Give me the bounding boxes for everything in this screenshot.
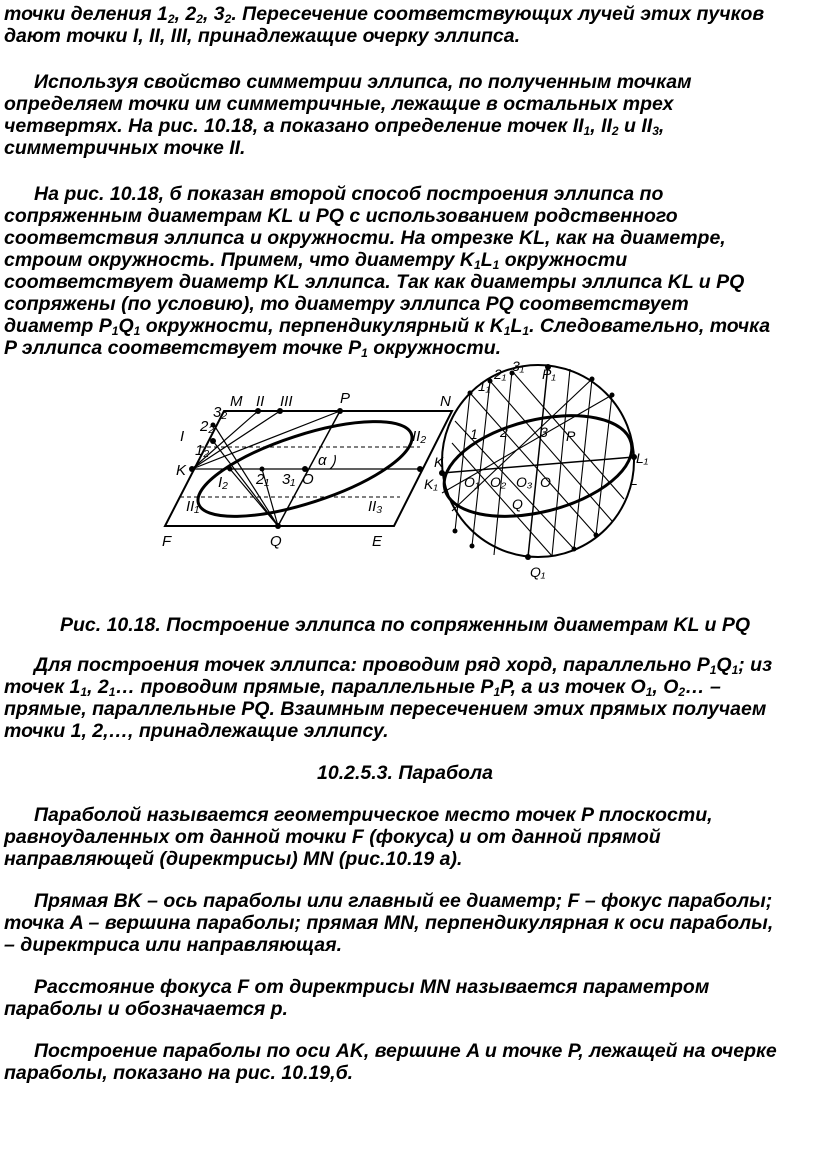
label-2-2: 2₂ xyxy=(200,418,215,435)
label-2-1-right: 2₁ xyxy=(494,366,507,382)
text-run: строим окружность. Примем, что диаметру K xyxy=(4,249,475,271)
text-run: … проводим прямые, параллельные P xyxy=(115,676,494,698)
text-line: – директриса или направляющая. xyxy=(4,934,343,956)
text-run: , II xyxy=(590,115,612,137)
text-run: и II xyxy=(618,115,653,137)
text-run: точек 1 xyxy=(4,676,81,698)
subscript: 2 xyxy=(224,12,232,26)
text-run: … – xyxy=(685,676,721,698)
text-line xyxy=(0,676,816,698)
text-line: Прямая BK – ось параболы или главный ее диаметр; F – фокус параболы; xyxy=(34,890,773,912)
figure-caption: Рис. 10.18. Построение эллипса по сопряженным диаметрам KL и PQ xyxy=(59,614,751,636)
subscript: 1 xyxy=(80,685,88,699)
paragraph-symmetry xyxy=(0,71,816,159)
label-1-1-right: 1₁ xyxy=(478,378,491,394)
label-2-1: 2₁ xyxy=(256,471,270,488)
subscript: 1 xyxy=(111,324,119,338)
subscript: 3 xyxy=(652,124,659,138)
label-O3-right: O₃ xyxy=(516,474,533,490)
label-O-right: O xyxy=(540,474,551,490)
text-line xyxy=(0,93,816,115)
text-line: Расстояние фокуса F от директрисы MN называется параметром xyxy=(34,976,710,998)
subscript: 2 xyxy=(196,12,203,26)
text-line xyxy=(0,720,816,742)
text-run: определяем точки им симметричные, лежащие в остальных трех xyxy=(4,93,674,115)
text-line: точка A – вершина параболы; прямая MN, перпендикулярная к оси параболы, xyxy=(4,912,774,934)
text-line xyxy=(0,3,816,25)
label-Q1-right: Q₁ xyxy=(530,564,546,580)
paragraph-parabola-construction xyxy=(0,1040,816,1084)
text-line xyxy=(0,293,816,315)
label-L-right: L xyxy=(630,472,638,488)
text-run: окружности xyxy=(499,249,628,271)
label-F: F xyxy=(162,533,172,550)
subscript: 1 xyxy=(108,685,116,699)
text-line: направляющей (директрисы) MN (рис.10.19 а). xyxy=(4,848,463,870)
subscript: 1 xyxy=(645,685,653,699)
text-run: окружности, перпендикулярный к K xyxy=(140,315,504,337)
subscript: 2 xyxy=(167,12,175,26)
label-N: N xyxy=(440,393,451,410)
text-line xyxy=(0,137,816,159)
text-line: равноудаленных от данной точки F (фокуса) и от данной прямой xyxy=(4,826,661,848)
label-alpha: α xyxy=(318,452,327,469)
text-line xyxy=(0,115,816,137)
text-run: На рис. 10.18, б показан второй способ построения эллипса по xyxy=(34,183,664,205)
label-M: M xyxy=(230,393,243,410)
text-run: окружности. xyxy=(367,337,502,359)
text-run: точки деления 1 xyxy=(4,3,168,25)
text-run: Q xyxy=(716,654,732,676)
text-run: . Следовательно, точка xyxy=(529,315,771,337)
label-3-1: 3₁ xyxy=(282,471,296,488)
text-run: Используя свойство симметрии эллипса, по полученным точкам xyxy=(34,71,692,93)
section-heading: 10.2.5.3. Парабола xyxy=(317,762,493,784)
text-line xyxy=(0,25,816,47)
text-line xyxy=(0,249,816,271)
label-3-1-right: 3₁ xyxy=(512,358,525,374)
text-run: P, а из точек O xyxy=(500,676,646,698)
label-1-2: 1₂ xyxy=(195,442,210,459)
paragraph-parameter xyxy=(0,976,816,1020)
text-run: L xyxy=(510,315,523,337)
label-III: III xyxy=(280,393,293,410)
text-run: четвертях. На рис. 10.18, а показано определение точек II xyxy=(4,115,584,137)
diagram-ellipse-parallelogram xyxy=(0,358,816,606)
label-L1-right: L₁ xyxy=(636,450,649,466)
subscript: 1 xyxy=(361,346,368,360)
text-line xyxy=(0,337,816,359)
text-run: , 3 xyxy=(202,3,225,25)
text-line xyxy=(0,205,816,227)
text-run: Q xyxy=(118,315,134,337)
label-II: II xyxy=(256,393,265,410)
text-run: , xyxy=(658,115,665,137)
paragraph-parabola-definition xyxy=(0,804,816,870)
text-run: P эллипса соответствует точке P xyxy=(4,337,362,359)
text-run: . Пересечение соответствующих лучей этих пучков xyxy=(231,3,765,25)
text-run: сопряжены (по условию), то диаметру эллипса PQ соответствует xyxy=(4,293,689,315)
label-I: I xyxy=(180,428,185,445)
label-O2-right: O₂ xyxy=(490,474,507,490)
paragraph-axis xyxy=(0,890,816,956)
paragraph-points-division xyxy=(0,3,816,47)
text-line xyxy=(0,654,816,676)
text-line xyxy=(0,271,816,293)
paragraph-second-method xyxy=(0,183,816,359)
text-run: Для построения точек эллипса: проводим ряд хорд, параллельно P xyxy=(34,654,710,676)
label-K-right: K xyxy=(434,454,444,470)
text-run: соответствия эллипса и окружности. На отрезке KL, как на диаметре, xyxy=(4,227,726,249)
subscript: 2 xyxy=(611,124,619,138)
label-Q-right: Q xyxy=(512,496,523,512)
text-run: ; из xyxy=(738,654,773,676)
subscript: 1 xyxy=(474,258,481,272)
subscript: 1 xyxy=(731,663,739,677)
text-run: дают точки I, II, III, принадлежащие очерку эллипса. xyxy=(4,25,520,47)
text-line xyxy=(0,227,816,249)
label-O: O xyxy=(302,471,314,488)
text-line: Параболой называется геометрическое место точек P плоскости, xyxy=(34,804,713,826)
label-P-right: P xyxy=(566,428,576,444)
text-run: симметричных точке II. xyxy=(4,137,246,159)
text-run: сопряженным диаметрам KL и PQ с использованием родственного xyxy=(4,205,678,227)
paragraph-construction-points xyxy=(0,654,816,742)
text-line: параболы, показано на рис. 10.19,б. xyxy=(4,1062,354,1084)
text-run: L xyxy=(480,249,493,271)
text-run: соответствует диаметр KL эллипса. Так как диаметры эллипса KL и PQ xyxy=(4,271,745,293)
figure-10-18 xyxy=(0,358,816,606)
subscript: 2 xyxy=(678,685,686,699)
label-P1-right: P₁ xyxy=(542,366,556,382)
label-P: P xyxy=(340,390,351,407)
label-O1-right: O₁ xyxy=(464,474,480,490)
subscript: 1 xyxy=(492,258,500,272)
label-K: K xyxy=(176,462,187,479)
text-run: , 2 xyxy=(87,676,109,698)
text-run: , O xyxy=(652,676,679,698)
text-run: , 2 xyxy=(174,3,197,25)
text-line xyxy=(0,698,816,720)
subscript: 1 xyxy=(522,324,530,338)
subscript: 1 xyxy=(583,124,591,138)
label-II3: II₃ xyxy=(368,498,383,515)
subscript: 1 xyxy=(709,663,717,677)
text-run: прямые, параллельные PQ. Взаимным пересечением этих прямых получаем xyxy=(4,698,767,720)
text-run: диаметр P xyxy=(4,315,112,337)
text-line xyxy=(0,71,816,93)
subscript: 1 xyxy=(503,324,511,338)
subscript: 1 xyxy=(133,324,141,338)
label-Q: Q xyxy=(270,533,282,550)
label-II2: II₂ xyxy=(412,428,427,445)
text-line: параболы и обозначается p. xyxy=(4,998,288,1020)
text-run: точки 1, 2,…, принадлежащие эллипсу. xyxy=(4,720,389,742)
text-line xyxy=(0,183,816,205)
label-E: E xyxy=(372,533,383,550)
subscript: 1 xyxy=(493,685,501,699)
label-II1: II₁ xyxy=(186,498,200,515)
label-2-right: 2 xyxy=(500,424,508,440)
label-K1-right: K₁ xyxy=(424,476,438,492)
text-line xyxy=(0,315,816,337)
label-1-right: 1 xyxy=(470,426,478,442)
label-3-2: 3₂ xyxy=(213,404,228,421)
label-I2: I₂ xyxy=(218,474,228,491)
text-line: Построение параболы по оси AK, вершине A и точке P, лежащей на очерке xyxy=(34,1040,777,1062)
label-3-right: 3 xyxy=(540,424,548,440)
